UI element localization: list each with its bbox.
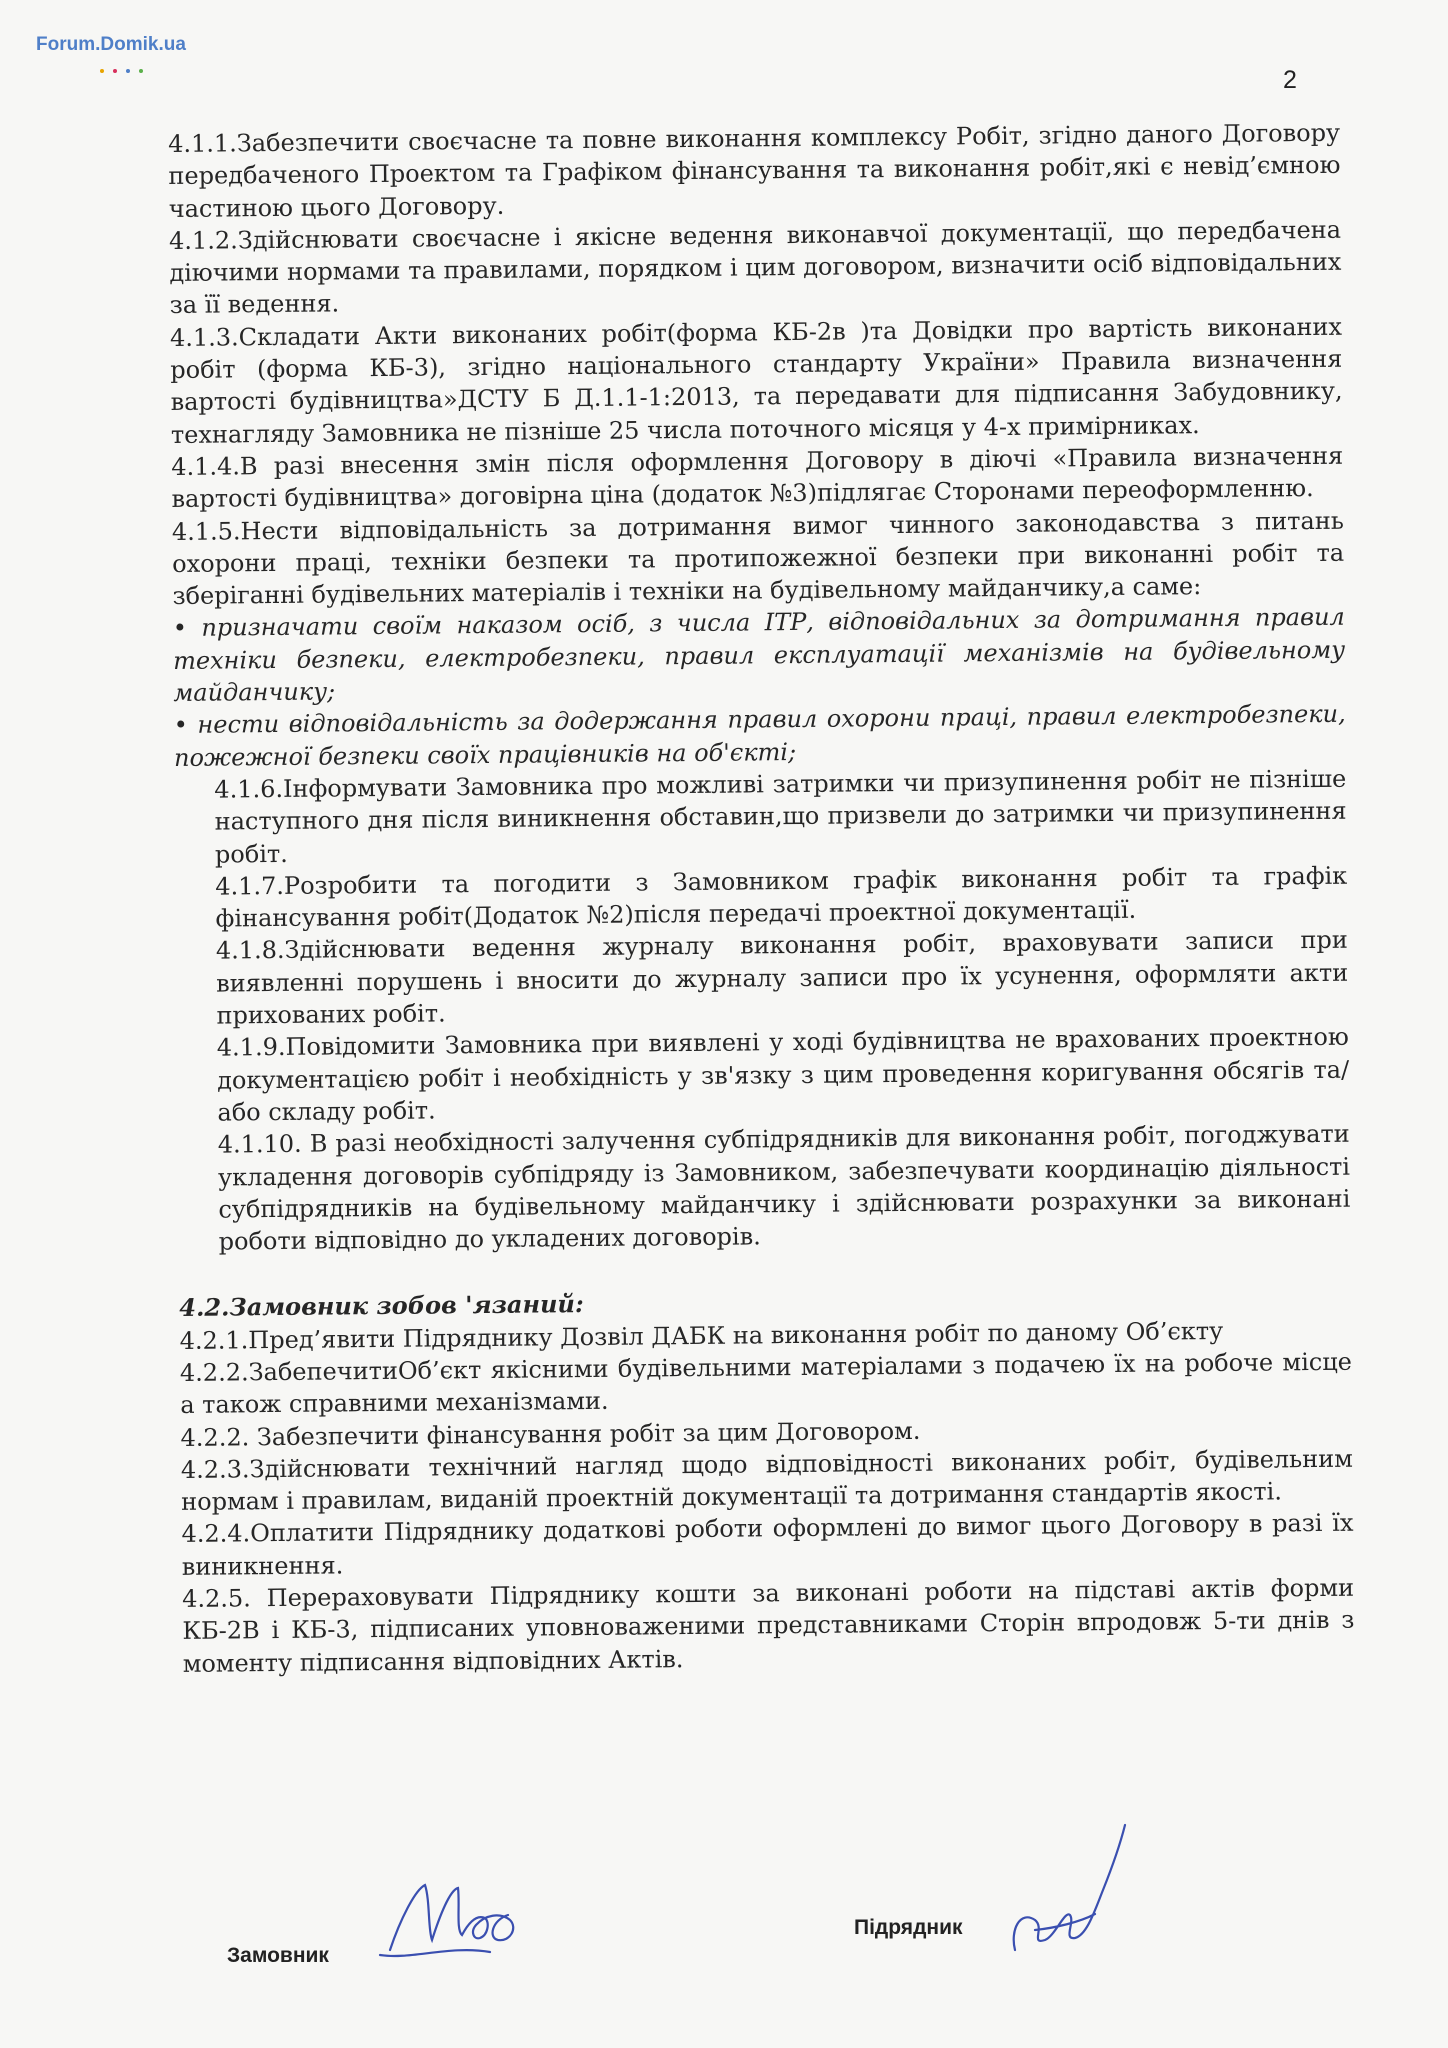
- page-number: 2: [1283, 66, 1297, 94]
- clause-4-2-4: 4.2.4.Оплатити Підряднику додаткові роботи оформлені до вимог цього Договору в разі їх виникнення.: [181, 1509, 1354, 1581]
- bullet-text: призначати своїм наказом осіб, з числа ІТР, відповідальних за дотримання правил техніки безпеки, електробезпеки, правил експлуатації механізмів на будівельному майданчику;: [172, 603, 1346, 708]
- contractor-signature: [975, 1810, 1145, 1980]
- clause-4-1-3: 4.1.3.Складати Акти виконаних робіт(форма КБ-2в )та Довідки про вартість виконаних робіт (форма КБ-3), згідно національного стандарту України» Правила визначення вартості будівництва»ДСТУ Б Д.1.1-1:2013, та передавати для підписання Забудовнику, технагляду Замовника не пізніше 25 числа поточного місяця у 4-х примірниках.: [169, 312, 1343, 449]
- customer-signature: [370, 1860, 550, 1970]
- clause-4-1-8: 4.1.8.Здійснювати ведення журналу виконання робіт, враховувати записи при виявленні порушень і вносити до журналу записи про їх усунення, оформляти акти прихованих робіт.: [215, 926, 1349, 1030]
- watermark-logo: Forum.Domik.ua: [36, 34, 186, 55]
- clause-4-1-4: 4.1.4.В разі внесення змін після оформлення Договору в діючі «Правила визначення вартості будівництва» договірна ціна (додаток №3)підлягає Сторонами переоформленню.: [171, 441, 1344, 514]
- document-body: [168, 117, 1355, 1680]
- bullet-icon: •: [172, 614, 188, 643]
- bullet-item: [174, 698, 1347, 774]
- bullet-icon: •: [173, 711, 189, 740]
- clause-4-1-2: 4.1.2.Здійснювати своєчасне і якісне ведення виконавчої документації, що передбачена діючими нормами та правилами, порядком і цим договором, визначити осіб відповідальних за її ведення.: [168, 215, 1342, 320]
- clause-4-1-10: 4.1.10. В разі необхідності залучення субпідрядників для виконання робіт, погоджувати укладення договорів субпідряду із Замовником, забезпечувати координацію діяльності субпідрядників на будівельному майданчику і здійснювати розрахунки за виконані роботи відповідно до укладених договорів.: [217, 1119, 1351, 1256]
- watermark-dots: [100, 58, 152, 77]
- watermark-dot: [139, 69, 143, 73]
- clause-4-2-2: 4.2.2.ЗабепечитиОб’єкт якісними будівельними матеріалами з подачею їх на робоче місце а також справними механізмами.: [179, 1347, 1353, 1420]
- clause-4-2-3: 4.2.3.Здійснювати технічний нагляд щодо відповідності виконаних робіт, будівельним нормам і правилам, виданій проектній документації та дотримання стандартів якості.: [180, 1444, 1353, 1517]
- section-title: 4.2.Замовник зобов 'язаний:: [179, 1289, 584, 1323]
- clause-4-2-5: 4.2.5. Перераховувати Підряднику кошти за виконані роботи на підставі актів форми КБ-2В і КБ-3, підписаних уповноваженими представниками Сторін впродовж 5-ти днів з моменту підписання відповідних Актів.: [181, 1573, 1355, 1678]
- watermark-dot: [113, 69, 117, 73]
- watermark-dot: [126, 69, 130, 73]
- clause-4-1-5: 4.1.5.Нести відповідальність за дотримання вимог чинного законодавства з питань охорони праці, техніки безпеки та протипожежної безпеки при виконанні робіт та зберіганні будівельних матеріалів і техніки на будівельному майданчику,а саме:: [171, 506, 1345, 611]
- bullet-item: [173, 601, 1346, 709]
- clause-4-1-9: 4.1.9.Повідомити Замовника при виявлені у ході будівництва не врахованих проектною документацією робіт і необхідність у зв'язку з цим проведення коригування обсягів та/або складу робіт.: [216, 1023, 1350, 1127]
- watermark-dot: [100, 69, 104, 73]
- customer-label: Замовник: [227, 1944, 329, 1967]
- clause-4-1-1: 4.1.1.Забезпечити своєчасне та повне виконання комплексу Робіт, згідно даного Договору передбаченого Проектом та Графіком фінансування та виконання робіт,які є невід’ємною частиною цього Договору.: [168, 118, 1341, 223]
- clause-4-1-7: 4.1.7.Розробити та погодити з Замовником графік виконання робіт та графік фінансування робіт(Додаток №2)після передачі проектної документації.: [215, 861, 1348, 933]
- clause-4-2-2b: 4.2.2. Забезпечити фінансування робіт за цим Договором.: [180, 1416, 921, 1452]
- clause-4-1-6: 4.1.6.Інформувати Замовника про можливі затримки чи призупинення робіт не пізніше наступного дня після виникнення обставин,що призвели до затримки чи призупинення робіт.: [214, 764, 1347, 869]
- bullet-text: нести відповідальність за додержання правил охорони праці, правил електробезпеки, пожежної безпеки своїх працівників на об'єкті;: [173, 700, 1346, 772]
- contractor-label: Підрядник: [854, 1916, 963, 1939]
- clause-4-2-1: 4.2.1.Пред’явити Підряднику Дозвіл ДАБК на виконання робіт по даному Об’єкту: [179, 1316, 1224, 1355]
